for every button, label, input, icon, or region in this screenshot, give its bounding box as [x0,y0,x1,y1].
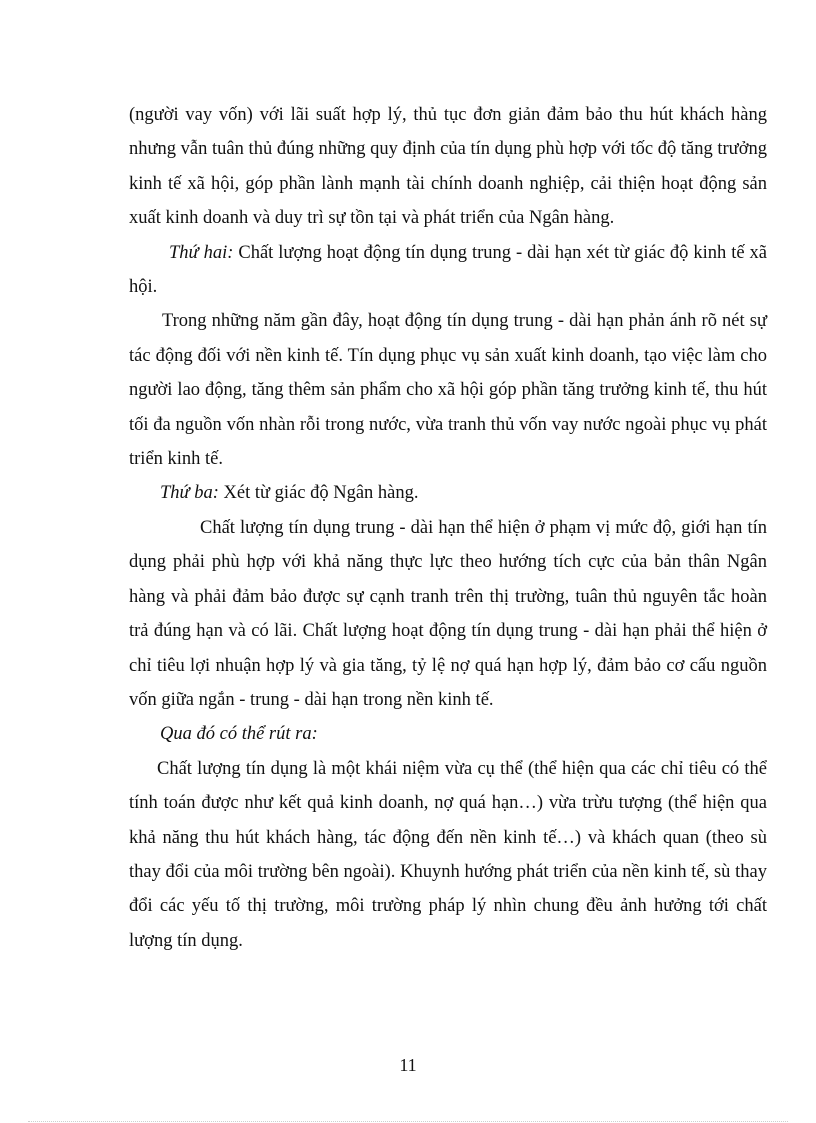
paragraph-text: Qua đó có thể rút ra: [160,724,318,745]
paragraph-text: Chất lượng tín dụng trung - dài hạn thể hiện ở phạm vị mức độ, giới hạn tín dụng phải phù hợp với khả năng thực lực theo hướng tích cực của bản thân Ngân hàng và phải đảm bảo được sự cạnh tranh trên thị trường, tuân thủ nguyên tắc hoàn trả đúng hạn và có lãi. Chất lượng hoạt động tín dụng trung - dài hạn phải thể hiện ở chỉ tiêu lợi nhuận hợp lý và gia tăng, tỷ lệ nợ quá hạn hợp lý, đảm bảo cơ cấu nguồn vốn giữa ngắn - trung - dài hạn trong nền kinh tế. [129,517,767,710]
point-label-second: Thứ hai: [169,242,234,263]
paragraph-third-point [129,476,767,510]
paragraph-text: Trong những năm gần đây, hoạt động tín dụng trung - dài hạn phản ánh rõ nét sự tác động đối với nền kinh tế. Tín dụng phục vụ sản xuất kinh doanh, tạo việc làm cho người lao động, tăng thêm sản phẩm cho xã hội góp phần tăng trưởng kinh tế, thu hút tối đa nguồn vốn nhàn rỗi trong nước, vừa tranh thủ vốn vay nước ngoài phục vụ phát triển kinh tế. [129,311,767,470]
paragraph-conclusion-intro [129,717,767,751]
paragraph-second-point [129,236,767,305]
paragraph-bank-perspective [129,511,767,717]
page-number: 11 [399,1055,417,1075]
footer-divider [28,1121,788,1122]
paragraph-credit-conditions [129,98,767,236]
paragraph-text: Chất lượng hoạt động tín dụng trung - dài hạn xét từ giác độ kinh tế xã hội. [129,242,767,298]
paragraph-text: Chất lượng tín dụng là một khái niệm vừa cụ thể (thể hiện qua các chỉ tiêu có thể tính toán được như kết quả kinh doanh, nợ quá hạn…) vừa trừu tượng (thể hiện qua khả năng thu hút khách hàng, tác động đến nền kinh tế…) và khách quan (theo sù thay đổi của môi trường bên ngoài). Khuynh hướng phát triển của nền kinh tế, sù thay đổi các yếu tố thị trường, môi trường pháp lý nhìn chung đều ảnh hưởng tới chất lượng tín dụng. [129,758,767,951]
paragraph-text: (người vay vốn) với lãi suất hợp lý, thủ tục đơn giản đảm bảo thu hút khách hàng nhưng vẫn tuân thủ đúng những quy định của tín dụng phù hợp với tốc độ tăng trưởng kinh tế xã hội, góp phần lành mạnh tài chính doanh nghiệp, cải thiện hoạt động sản xuất kinh doanh và duy trì sự tồn tại và phát triển của Ngân hàng. [129,105,767,229]
paragraph-text: Xét từ giác độ Ngân hàng. [218,483,419,504]
body-text [129,98,767,958]
paragraph-recent-years [129,304,767,476]
paragraph-credit-quality-concept [129,752,767,958]
point-label-third: Thứ ba: [160,483,219,504]
